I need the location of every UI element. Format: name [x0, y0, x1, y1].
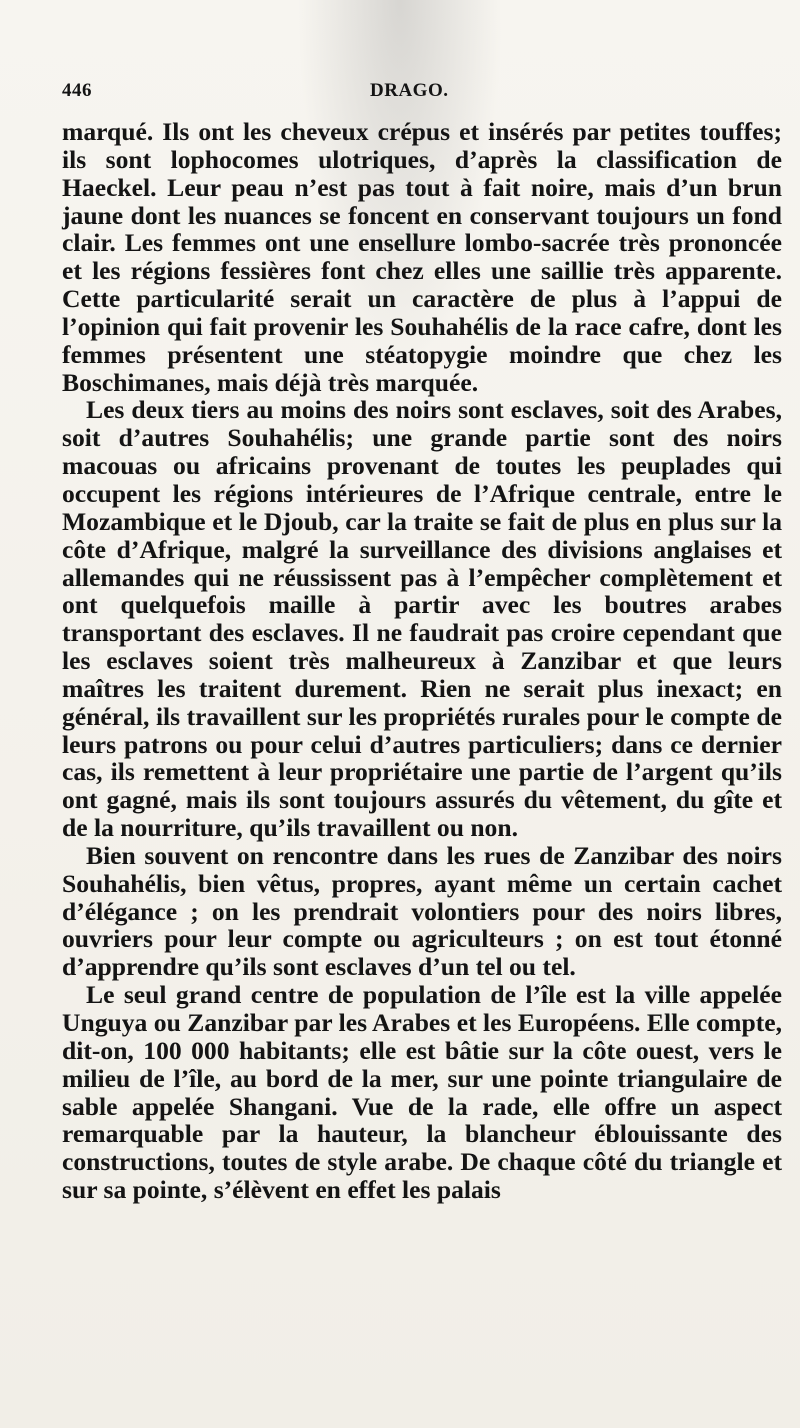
- page-number: 446: [62, 80, 92, 101]
- paragraph-1: marqué. Ils ont les cheveux crépus et insérés par petites touffes; ils sont lophocomes ulotriques, d’après la classification de Haeckel. Leur peau n’est pas tout à fait noire, mais d’un brun jaune dont les nuances se foncent en conservant toujours un fond clair. Les femmes ont une ensellure lombo-sacrée très prononcée et les régions fessières font chez elles une saillie très apparente. Cette particularité serait un caractère de plus à l’appui de l’opinion qui fait provenir les Souhahélis de la race cafre, dont les femmes présentent une stéatopygie moindre que chez les Boschimanes, mais déjà très marquée.: [62, 117, 782, 397]
- running-title: DRAGO.: [370, 80, 449, 101]
- running-head: [62, 80, 782, 110]
- paragraph-2: Les deux tiers au moins des noirs sont esclaves, soit des Arabes, soit d’autres Souhahélis; une grande partie sont des noirs macouas ou africains provenant de toutes les peuplades qui occupent les régions intérieures de l’Afrique centrale, entre le Mozambique et le Djoub, car la traite se fait de plus en plus sur la côte d’Afrique, malgré la surveillance des divisions anglaises et allemandes qui ne réussissent pas à l’empêcher complètement et ont quelquefois maille à partir avec les boutres arabes transportant des esclaves. Il ne faudrait pas croire cependant que les esclaves soient très malheureux à Zanzibar et que leurs maîtres les traitent durement. Rien ne serait plus inexact; en général, ils travaillent sur les propriétés rurales pour le compte de leurs patrons ou pour celui d’autres particuliers; dans ce dernier cas, ils remettent à leur propriétaire une partie de l’argent qu’ils ont gagné, mais ils sont toujours assurés du vêtement, du gîte et de la nourriture, qu’ils travaillent ou non.: [62, 395, 782, 843]
- paragraph-3: Bien souvent on rencontre dans les rues de Zanzibar des noirs Souhahélis, bien vêtus, propres, ayant même un certain cachet d’élégance ; on les prendrait volontiers pour des noirs libres, ouvriers pour leur compte ou agriculteurs ; on est tout étonné d’apprendre qu’ils sont esclaves d’un tel ou tel.: [62, 840, 782, 982]
- body-text: [62, 118, 782, 1204]
- paragraph-4: Le seul grand centre de population de l’île est la ville appelée Unguya ou Zanzibar par les Arabes et les Européens. Elle compte, dit-on, 100 000 habitants; elle est bâtie sur la côte ouest, vers le milieu de l’île, au bord de la mer, sur une pointe triangulaire de sable appelée Shangani. Vue de la rade, elle offre un aspect remarquable par la hauteur, la blancheur éblouissante des constructions, toutes de style arabe. De chaque côté du triangle et sur sa pointe, s’élèvent en effet les palais: [62, 980, 782, 1205]
